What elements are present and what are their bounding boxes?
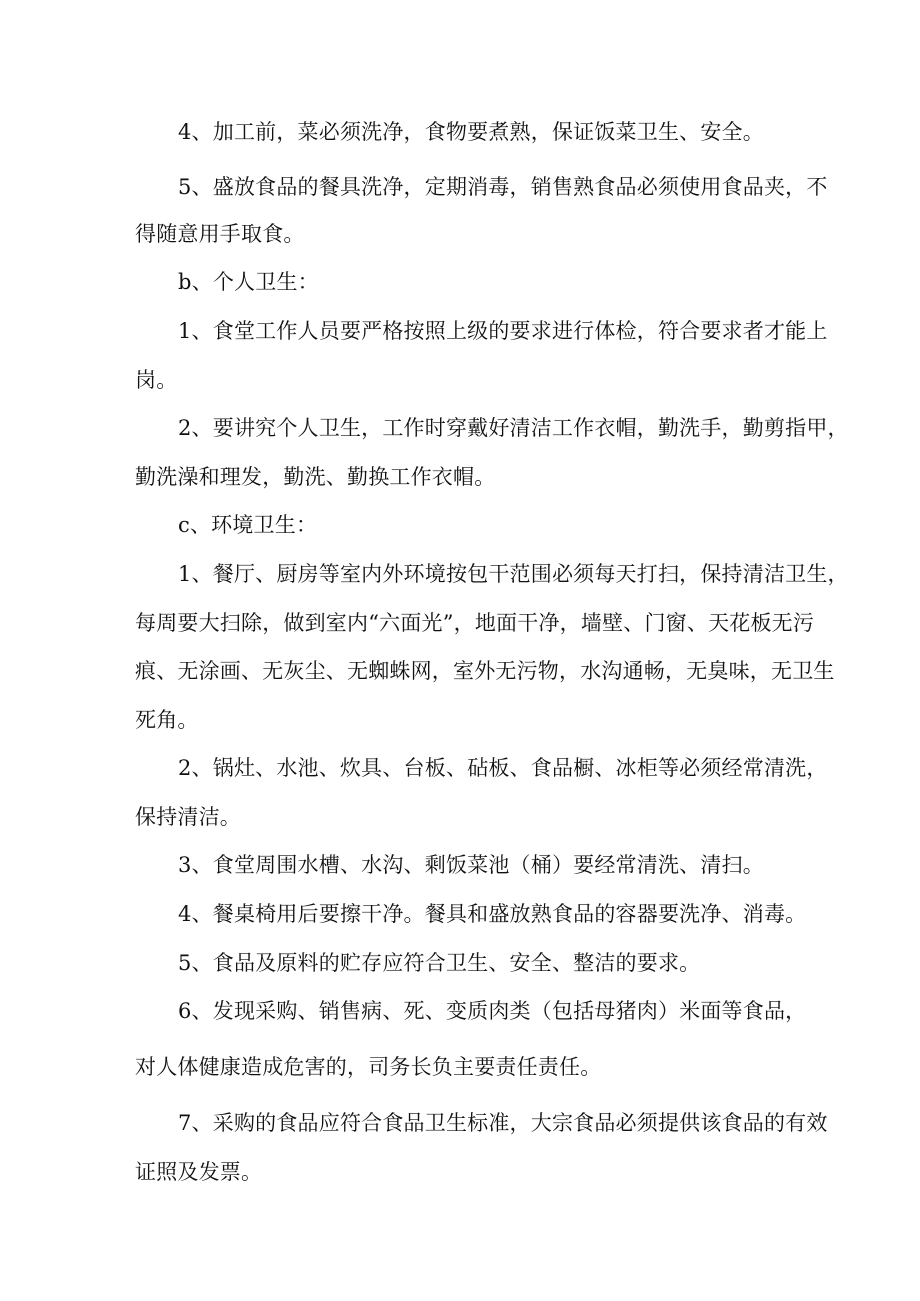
item-5-line-1: 5、盛放食品的餐具洗净，定期消毒，销售熟食品必须使用食品夹，不 <box>178 175 828 199</box>
b-item-1-line-1: 1、食堂工作人员要严格按照上级的要求进行体检，符合要求者才能上 <box>178 319 828 343</box>
c-item-2-line-2: 保持清洁。 <box>135 805 241 829</box>
c-item-5-line: 5、食品及原料的贮存应符合卫生、安全、整洁的要求。 <box>178 951 701 975</box>
item-4-line: 4、加工前，菜必须洗净，食物要煮熟，保证饭菜卫生、安全。 <box>178 120 764 144</box>
c-item-4-line: 4、餐桌椅用后要擦干净。餐具和盛放熟食品的容器要洗净、消毒。 <box>178 902 807 926</box>
c-item-1-line-3: 痕、无涂画、无灰尘、无蜘蛛网，室外无污物，水沟通畅，无臭味，无卫生 <box>135 659 835 683</box>
c-item-6-line-1: 6、发现采购、销售病、死、变质肉类（包括母猪肉）米面等食品， <box>178 999 807 1023</box>
b-item-2-line-2: 勤洗澡和理发，勤洗、勤换工作衣帽。 <box>135 465 496 489</box>
c-item-6-line-2: 对人体健康造成危害的，司务长负主要责任责任。 <box>135 1055 602 1079</box>
section-b-heading: b、个人卫生： <box>178 270 319 294</box>
item-5-line-2: 得随意用手取食。 <box>135 222 305 246</box>
c-item-1-line-2: 每周要大扫除，做到室内“六面光”，地面干净，墙壁、门窗、天花板无污 <box>135 611 815 635</box>
section-c-heading: c、环境卫生： <box>178 513 318 537</box>
c-item-1-line-4: 死角。 <box>135 708 199 732</box>
b-item-2-line-1: 2、要讲究个人卫生，工作时穿戴好清洁工作衣帽，勤洗手，勤剪指甲， <box>178 416 849 440</box>
b-item-1-line-2: 岗。 <box>135 368 178 392</box>
c-item-2-line-1: 2、锅灶、水池、炊具、台板、砧板、食品橱、冰柜等必须经常清洗， <box>178 756 828 780</box>
c-item-3-line: 3、食堂周围水槽、水沟、剩饭菜池（桶）要经常清洗、清扫。 <box>178 853 764 877</box>
c-item-7-line-2: 证照及发票。 <box>135 1160 263 1184</box>
c-item-7-line-1: 7、采购的食品应符合食品卫生标准，大宗食品必须提供该食品的有效 <box>178 1111 828 1135</box>
c-item-1-line-1: 1、餐厅、厨房等室内外环境按包干范围必须每天打扫，保持清洁卫生， <box>178 562 849 586</box>
